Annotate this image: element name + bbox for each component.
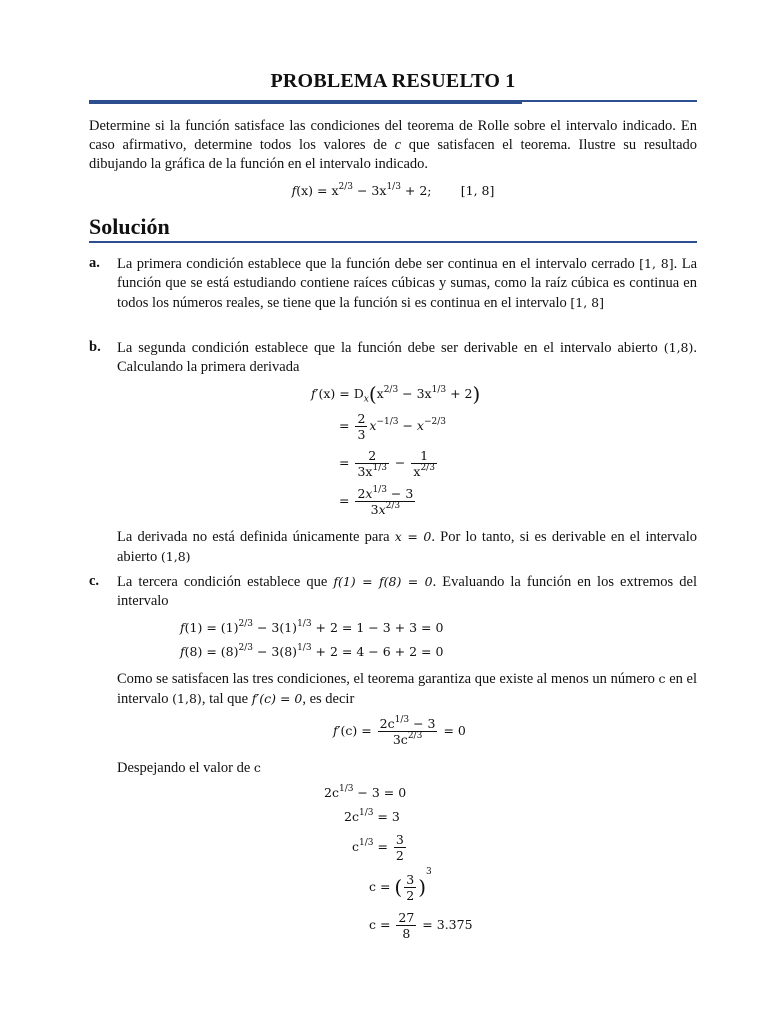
item-b-conclusion: La derivada no está definida únicamente para x = 0. Por lo tanto, si es derivable en el intervalo abierto (1,8) [117, 529, 697, 565]
item-c-text: La tercera condición establece que f(1) = f(8) = 0. Evaluando la función en los extremos del intervalo [117, 574, 697, 609]
item-c-label: c. [89, 573, 100, 589]
derivative-line-4: = $\frac{2x^{1/3} - 3}{3x^{2/3}}$ [339, 484, 414, 517]
solve-line-3: $c^{1/3}$ = $\frac{3}{2}$ [352, 832, 404, 863]
problem-statement: Determine si la función satisface las condiciones del teorema de Rolle sobre el intervalo indicado. En caso afirmativo, determine todos los valores de c que satisfacen el teorema. Ilustre su resultado dibujando la gráfica de la función en el intervalo indicado. [89, 118, 698, 172]
derivative-line-3: = $\frac{2}{3x^{1/3}}$ − $\frac{1}{x^{2/3}}$ [339, 448, 435, 479]
derivative-line-2: = $\frac{2}{3}$ $x^{-1/3} - x^{-2/3}$ [339, 411, 447, 442]
problem-interval: [1, 8] [460, 183, 495, 198]
eval-f1: $f(1) = (1)^{2/3} - 3(1)^{1/3} + 2 = 1 - 3 + 3 = 0$ [180, 618, 444, 635]
title-rule-thin [89, 100, 697, 102]
item-b-text: La segunda condición establece que la función debe ser derivable en el intervalo abierto (1,8). Calculando la primera derivada [117, 340, 697, 375]
eval-f8: $f(8) = (8)^{2/3} - 3(8)^{1/3} + 2 = 4 - 6 + 2 = 0$ [180, 642, 444, 659]
solution-rule [89, 241, 697, 243]
solve-line-1: $2c^{1/3} - 3 = 0$ [324, 783, 407, 800]
fprime-c-equation: f′(c) = $\frac{2c^{1/3} - 3}{3c^{2/3}}$ = 0 [333, 714, 466, 747]
item-a-label: a. [89, 255, 100, 271]
page-title: PROBLEMA RESUELTO 1 [270, 70, 516, 92]
item-c-paragraph: Como se satisfacen las tres condiciones, el teorema garantiza que existe al menos un número c en el intervalo (1,8), tal que f′(c) = 0, es decir [117, 671, 697, 707]
item-b-label: b. [89, 339, 101, 355]
despejando-text: Despejando el valor de c [117, 760, 261, 776]
derivative-line-1: $f'(x) = D_x(x^{2/3} - 3x^{1/3} + 2)$ [311, 382, 481, 406]
item-a-text: La primera condición establece que la función debe ser continua en el intervalo cerrado [1, 8]. La función que se está estudiando contiene raíces cúbicas y sumas, como la raíz cúbica es continua en todos los números reales, se tiene que la función si es continua en el intervalo [1, 8] [117, 256, 698, 311]
solution-heading: Solución [89, 214, 170, 239]
solve-line-4: c = ( $\frac{3}{2}$ )$^3$ [369, 866, 432, 903]
c-result: 3.375 [436, 917, 473, 932]
problem-equation: $f(x) = x^{2/3} - 3x^{1/3} + 2$; [1, 8] [291, 181, 495, 198]
solve-line-2: $2c^{1/3} = 3$ [344, 807, 400, 824]
solve-line-5: c = $\frac{27}{8}$ = 3.375 [369, 910, 473, 941]
